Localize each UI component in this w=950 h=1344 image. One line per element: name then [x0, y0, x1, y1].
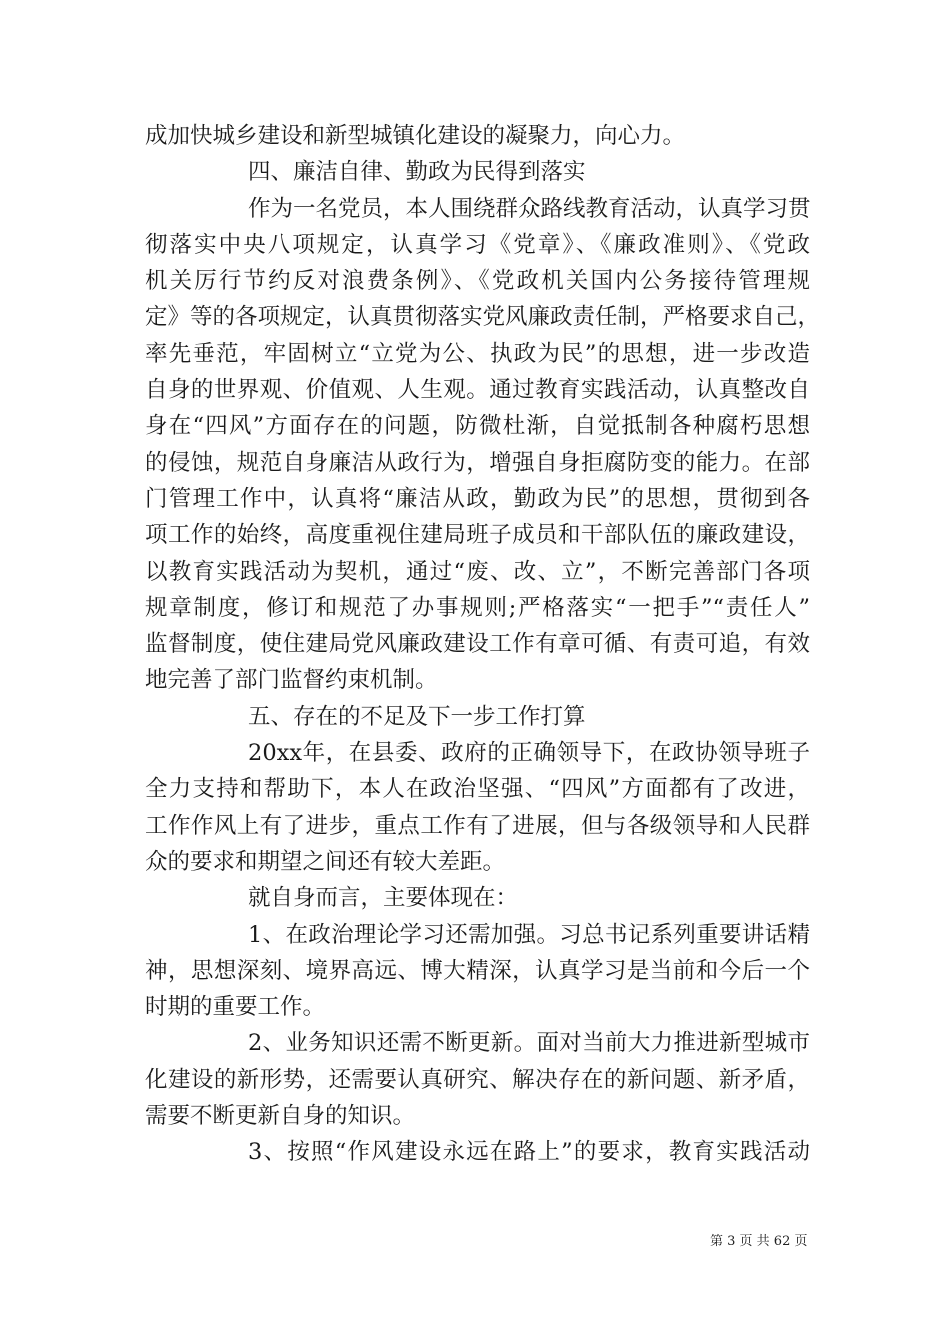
paragraph-line: 以教育实践活动为契机，通过“废、改、立”，不断完善部门各项	[145, 558, 810, 585]
section-heading-line: 就自身而言，主要体现在：	[248, 885, 519, 912]
paragraph-line: 门管理工作中，认真将“廉洁从政，勤政为民”的思想，贯彻到各	[145, 485, 810, 512]
paragraph-line: 全力支持和帮助下，本人在政治坚强、“四风”方面都有了改进，	[145, 776, 810, 803]
paragraph-line: 彻落实中央八项规定，认真学习《党章》、《廉政准则》、《党政	[145, 231, 810, 258]
paragraph-line: 时期的重要工作。	[145, 994, 326, 1021]
paragraph-line: 机关厉行节约反对浪费条例》、《党政机关国内公务接待管理规	[145, 268, 810, 295]
page-number-footer: 第 3 页 共 62 页	[710, 1234, 808, 1249]
paragraph-line: 作为一名党员，本人围绕群众路线教育活动，认真学习贯	[248, 195, 811, 222]
paragraph-line: 监督制度，使住建局党风廉政建设工作有章可循、有责可追，有效	[145, 631, 810, 658]
paragraph-line: 的侵蚀，规范自身廉洁从政行为，增强自身拒腐防变的能力。在部	[145, 449, 810, 476]
paragraph-line: 规章制度，修订和规范了办事规则;严格落实“一把手”“责任人”	[145, 594, 810, 621]
paragraph-line: 众的要求和期望之间还有较大差距。	[145, 848, 506, 875]
paragraph-line: 地完善了部门监督约束机制。	[145, 667, 438, 694]
paragraph-line: 3、按照“作风建设永远在路上”的要求，教育实践活动	[248, 1139, 810, 1166]
paragraph-line: 定》等的各项规定，认真贯彻落实党风廉政责任制，严格要求自己，	[145, 304, 821, 331]
paragraph-line: 神，思想深刻、境界高远、博大精深，认真学习是当前和今后一个	[145, 957, 810, 984]
document-body	[145, 118, 821, 1171]
paragraph-line: 化建设的新形势，还需要认真研究、解决存在的新问题、新矛盾，	[145, 1066, 810, 1093]
paragraph-line: 2、业务知识还需不断更新。面对当前大力推进新型城市	[248, 1030, 810, 1057]
paragraph-line: 工作作风上有了进步，重点工作有了进展，但与各级领导和人民群	[145, 812, 810, 839]
paragraph-line: 1、在政治理论学习还需加强。习总书记系列重要讲话精	[248, 921, 810, 948]
paragraph-line: 率先垂范，牢固树立“立党为公、执政为民”的思想，进一步改造	[145, 340, 810, 367]
section-heading-line: 四、廉洁自律、勤政为民得到落实	[248, 159, 586, 186]
paragraph-line: 成加快城乡建设和新型城镇化建设的凝聚力，向心力。	[145, 123, 686, 149]
paragraph-line: 20xx年，在县委、政府的正确领导下，在政协领导班子	[248, 740, 810, 767]
paragraph-line: 身在“四风”方面存在的问题，防微杜渐，自觉抵制各种腐朽思想	[145, 413, 810, 440]
paragraph-line: 需要不断更新自身的知识。	[145, 1103, 416, 1130]
paragraph-line: 自身的世界观、价值观、人生观。通过教育实践活动，认真整改自	[145, 377, 810, 404]
section-heading-line: 五、存在的不足及下一步工作打算	[248, 703, 586, 730]
paragraph-line: 项工作的始终，高度重视住建局班子成员和干部队伍的廉政建设，	[145, 522, 810, 549]
